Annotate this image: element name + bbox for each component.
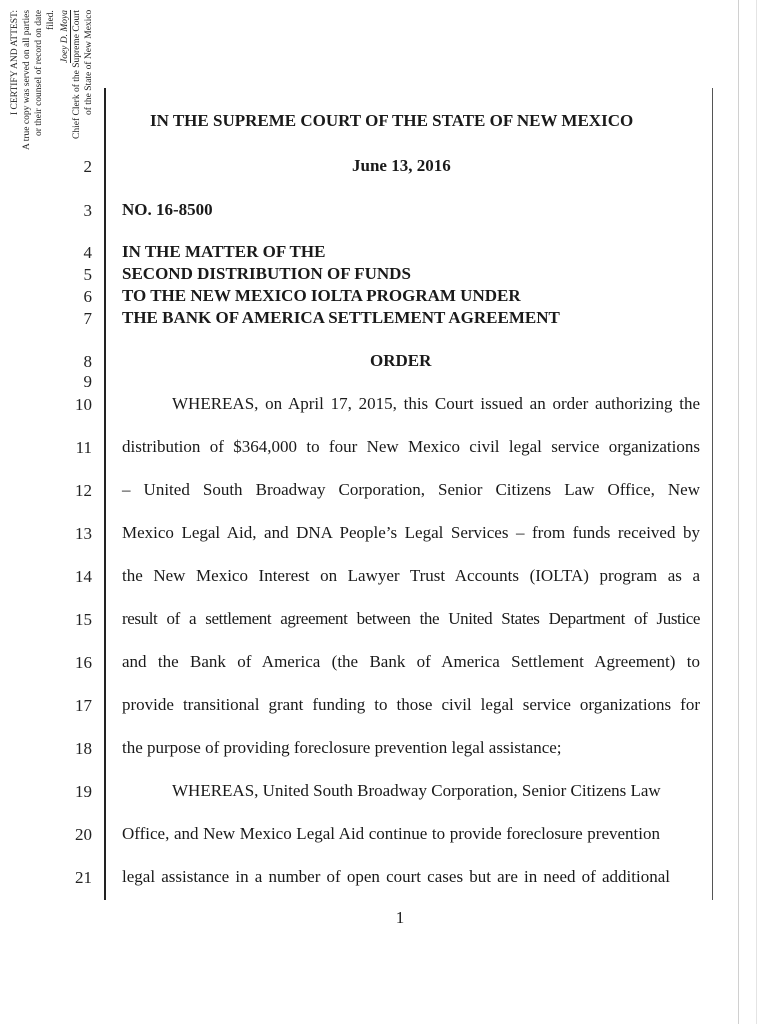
- right-margin-rule: [712, 88, 713, 900]
- line-number: 7: [83, 309, 92, 328]
- line-number: 3: [83, 201, 92, 220]
- line-number: 17: [75, 696, 92, 715]
- clerk-attestation-stamp: [6, 10, 106, 180]
- body-line: the New Mexico Interest on Lawyer Trust Accounts (IOLTA) program as a: [122, 566, 700, 585]
- court-title: IN THE SUPREME COURT OF THE STATE OF NEW MEXICO: [150, 111, 634, 130]
- stamp-line: of the State of New Mexico: [84, 10, 94, 116]
- line-number: 5: [83, 265, 92, 284]
- body-line: – United South Broadway Corporation, Senior Citizens Law Office, New: [122, 480, 700, 499]
- stamp-line: or their counsel of record on date: [34, 10, 44, 137]
- clerk-signature: Joey D. Moya: [60, 10, 70, 64]
- stamp-line: Chief Clerk of the Supreme Court: [72, 10, 82, 140]
- line-number: 15: [75, 610, 92, 629]
- caption-line: TO THE NEW MEXICO IOLTA PROGRAM UNDER: [122, 286, 521, 305]
- order-date: June 13, 2016: [352, 156, 451, 175]
- line-number: 9: [83, 372, 92, 391]
- line-number: 16: [75, 653, 92, 672]
- line-number: 20: [75, 825, 92, 844]
- body-line: provide transitional grant funding to those civil legal service organizations for: [122, 695, 700, 714]
- line-number: 14: [75, 567, 92, 586]
- line-number: 8: [83, 352, 92, 371]
- line-number: 21: [75, 868, 92, 887]
- stamp-line: filed.: [46, 10, 56, 30]
- body-line: distribution of $364,000 to four New Mexico civil legal service organizations: [122, 437, 700, 456]
- body-line: Office, and New Mexico Legal Aid continue to provide foreclosure prevention: [122, 824, 660, 843]
- line-number: 13: [75, 524, 92, 543]
- line-number: 4: [83, 243, 92, 262]
- case-number: NO. 16-8500: [122, 200, 213, 219]
- page-number: 1: [395, 908, 405, 927]
- line-number: 19: [75, 782, 92, 801]
- stamp-line: I CERTIFY AND ATTEST:: [10, 10, 20, 115]
- line-number: 6: [83, 287, 92, 306]
- order-heading: ORDER: [370, 351, 432, 370]
- body-line: WHEREAS, on April 17, 2015, this Court issued an order authorizing the: [172, 394, 700, 413]
- scan-edge-line: [738, 0, 739, 1024]
- body-line: and the Bank of America (the Bank of America Settlement Agreement) to: [122, 652, 700, 671]
- stamp-line: A true copy was served on all parties: [22, 10, 32, 151]
- body-line: legal assistance in a number of open court cases but are in need of additional: [122, 867, 670, 886]
- caption-line: IN THE MATTER OF THE: [122, 242, 326, 261]
- body-line: the purpose of providing foreclosure prevention legal assistance;: [122, 738, 562, 757]
- line-number: 11: [75, 438, 92, 457]
- left-margin-rule: [104, 88, 106, 900]
- body-line: WHEREAS, United South Broadway Corporation, Senior Citizens Law: [172, 781, 661, 800]
- caption-line: SECOND DISTRIBUTION OF FUNDS: [122, 264, 411, 283]
- body-line: Mexico Legal Aid, and DNA People’s Legal Services – from funds received by: [122, 523, 700, 542]
- caption-line: THE BANK OF AMERICA SETTLEMENT AGREEMENT: [122, 308, 560, 327]
- scan-edge-line: [756, 0, 757, 1024]
- line-number: 18: [75, 739, 92, 758]
- line-number: 2: [83, 157, 92, 176]
- body-line: result of a settlement agreement between the United States Department of Justice: [122, 609, 700, 628]
- line-number: 10: [75, 395, 92, 414]
- line-number: 12: [75, 481, 92, 500]
